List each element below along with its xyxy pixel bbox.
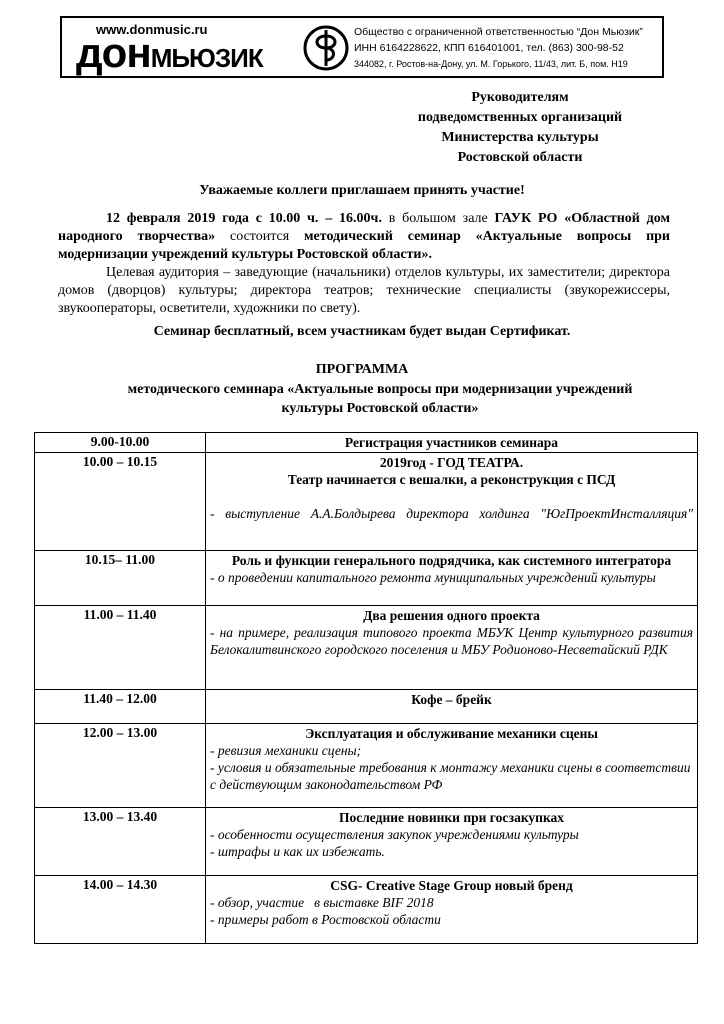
logo-word-don: дон (76, 29, 151, 76)
free-note: Семинар бесплатный, всем участникам будет выдан Сертификат. (153, 324, 571, 339)
intro-connector: состоится (215, 229, 305, 244)
session-item: - на примере, реализация типового проекта МБУК Центр культурного развития Белокалитвинского городского поселения и МБУ Родионово-Несветайский РДК (210, 625, 693, 657)
event-name: методический семинар «Актуальные вопросы при модернизации учреждений культуры Ростовской области». (58, 229, 670, 262)
time-cell: 10.15– 11.00 (35, 551, 206, 606)
session-item: - ревизия механики сцены; (210, 743, 362, 758)
session-cell (206, 551, 698, 606)
session-title: Кофе – брейк (411, 692, 492, 707)
company-address: 344082, г. Ростов-на-Дону, ул. М. Горького, 11/43, лит. Б, пом. Н19 (354, 59, 628, 69)
addressee-line: подведомственных организаций (417, 110, 623, 125)
time-cell: 11.00 – 11.40 (35, 606, 206, 690)
table-row (35, 808, 698, 876)
company-requisites: ИНН 6164228622, КПП 616401001, тел. (863) 300-98-52 (354, 42, 624, 54)
table-row (35, 606, 698, 690)
table-row (35, 690, 698, 724)
event-venue: ГАУК РО «Областной дом народного творчества» (58, 211, 670, 244)
program-title: ПРОГРАММА (315, 362, 409, 377)
time-cell: 9.00-10.00 (35, 433, 206, 453)
time-cell: 12.00 – 13.00 (35, 724, 206, 808)
session-item: - выступление А.А.Болдырева директора холдинга "ЮгПроектИнсталляция" (210, 506, 693, 521)
session-item: - примеры работ в Ростовской области (210, 912, 441, 927)
table-row (35, 876, 698, 944)
session-item: - особенности осуществления закупок учреждениями культуры (210, 827, 579, 842)
table-row (35, 453, 698, 551)
time-cell: 10.00 – 10.15 (35, 453, 206, 551)
session-title: Регистрация участников семинара (344, 435, 559, 450)
time-cell: 11.40 – 12.00 (35, 690, 206, 724)
logo-word-music: МЬЮЗИК (150, 43, 263, 73)
company-name: Общество с ограниченной ответственностью “Дон Мьюзик” (354, 26, 643, 38)
company-url: www.donmusic.ru (96, 22, 208, 37)
letterhead (60, 16, 664, 78)
event-date: 12 февраля 2019 года с 10.00 ч. – 16.00ч. (106, 211, 382, 226)
music-emblem-icon (302, 24, 350, 72)
session-cell (206, 433, 698, 453)
session-cell (206, 453, 698, 551)
session-cell (206, 606, 698, 690)
session-title: Театр начинается с вешалки, а реконструкция с ПСД (287, 472, 616, 487)
session-item: - обзор, участие в выставке BIF 2018 (210, 895, 434, 910)
table-row (35, 433, 698, 453)
session-cell (206, 724, 698, 808)
addressee-line: Министерства культуры (441, 130, 599, 145)
session-cell (206, 690, 698, 724)
session-title: Роль и функции генерального подрядчика, как системного интегратора (231, 553, 672, 568)
session-title: Эксплуатация и обслуживание механики сцены (305, 726, 598, 741)
session-title: Два решения одного проекта (363, 608, 540, 623)
intro-connector: в большом зале (381, 211, 495, 226)
session-item: - о проведении капитального ремонта муниципальных учреждений культуры (210, 570, 656, 585)
session-cell (206, 808, 698, 876)
table-row (35, 724, 698, 808)
session-title: CSG- Creative Stage Group новый бренд (330, 878, 573, 893)
company-info (354, 24, 643, 72)
spacer (210, 488, 693, 505)
time-cell: 14.00 – 14.30 (35, 876, 206, 944)
program-table (34, 432, 698, 944)
addressee-block (410, 88, 630, 168)
audience-paragraph: Целевая аудитория – заведующие (начальники) отделов культуры, их заместители; директора домов (дворцов) культуры; директора театров; технические специалисты (звукорежиссеры, звукооператоры, осветители, художники по свету). (58, 265, 670, 316)
session-item: - штрафы и как их избежать. (210, 844, 385, 859)
session-cell (206, 876, 698, 944)
greeting: Уважаемые коллеги приглашаем принять участие! (199, 183, 525, 198)
addressee-line: Руководителям (471, 90, 569, 105)
addressee-line: Ростовской области (457, 150, 583, 165)
table-row (35, 551, 698, 606)
session-item: - условия и обязательные требования к монтажу механики сцены в соответствии с действующим законодательством РФ (210, 760, 691, 792)
program-subtitle: методического семинара «Актуальные вопросы при модернизации учреждений культуры Ростовской области» (127, 382, 633, 416)
time-cell: 13.00 – 13.40 (35, 808, 206, 876)
session-title: Последние новинки при госзакупках (338, 810, 565, 825)
session-title: 2019год - ГОД ТЕАТРА. (379, 455, 524, 470)
intro-text (58, 210, 670, 318)
intro-paragraph (58, 210, 670, 264)
